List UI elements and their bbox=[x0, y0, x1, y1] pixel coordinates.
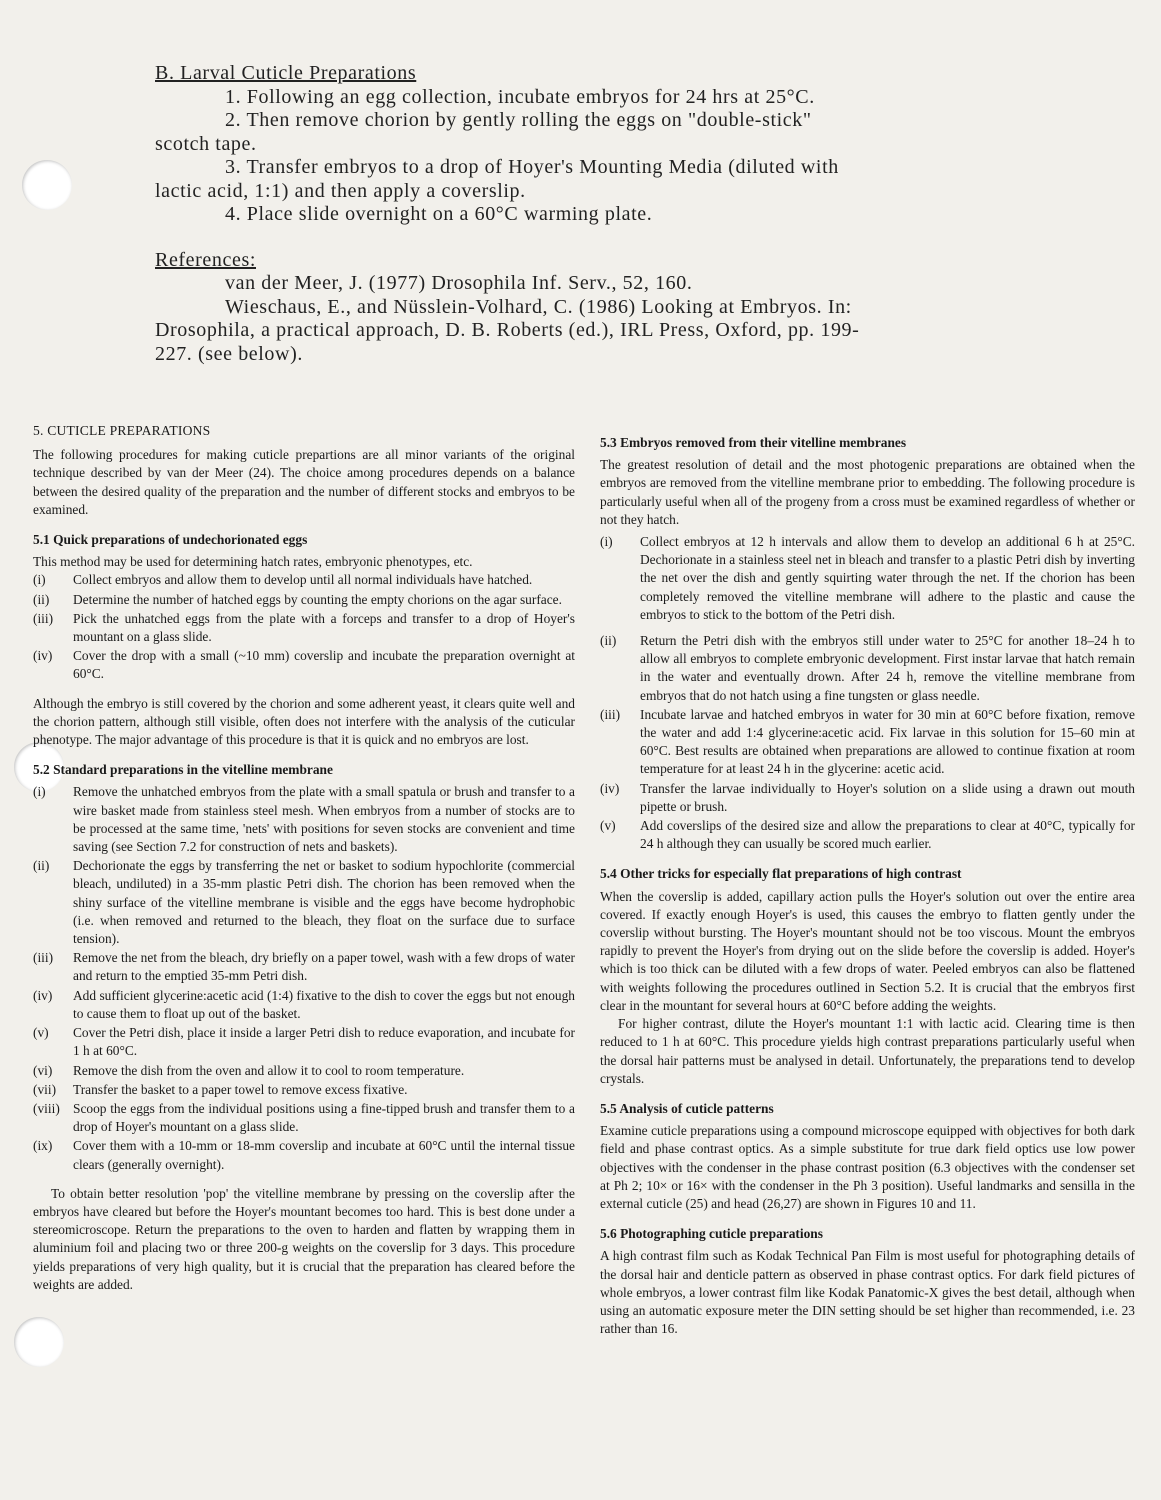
step-4: 4. Place slide overnight on a 60°C warming plate. bbox=[225, 203, 653, 225]
step-3: 3. Transfer embryos to a drop of Hoyer's Mounting Media (diluted with bbox=[225, 156, 839, 178]
section-5-1-intro: This method may be used for determining hatch rates, embryonic phenotypes, etc. bbox=[33, 554, 473, 570]
list-item: (i) Remove the unhatched embryos from the plate with a small spatula or brush and transfer to a wire basket made from stainless steel mesh. When embryos from a number of stocks are to be processed at the same time, 'nets' with positions for seven stocks are convenient and time saving (see Section 7.2 for construction of nets and baskets). bbox=[33, 784, 575, 855]
binder-hole-top bbox=[22, 160, 72, 210]
step-1: 1. Following an egg collection, incubate embryos for 24 hrs at 25°C. bbox=[225, 85, 815, 108]
binder-hole-bottom bbox=[14, 1317, 64, 1367]
section-5-3-intro: The greatest resolution of detail and the most photogenic preparations are obtained when the embryos are removed from the vitelline membrane prior to embedding. The following procedure is particularly useful when all of the progeny from a cross must be examined regardless of whether or not they hatch. bbox=[600, 457, 1135, 527]
left-column bbox=[33, 422, 575, 1294]
section-5-4-title: 5.4 Other tricks for especially flat preparations of high contrast bbox=[600, 866, 962, 882]
section-5-intro: The following procedures for making cuticle prepartions are all minor variants of the original technique described by van der Meer (24). The choice among procedures depends on a balance between the desired quality of the preparation and the number of different stocks and embryos to be examined. bbox=[33, 447, 575, 517]
section-5-1-title: 5.1 Quick preparations of undechorionated eggs bbox=[33, 532, 308, 548]
reference-2-line-1: Wieschaus, E., and Nüsslein-Volhard, C. (1986) Looking at Embryos. In: bbox=[225, 295, 852, 318]
section-5-title: 5. CUTICLE PREPARATIONS bbox=[33, 423, 211, 438]
section-b-heading: B. Larval Cuticle Preparations bbox=[155, 62, 417, 84]
step-2-cont: scotch tape. bbox=[155, 132, 257, 155]
section-5-5-paragraph: Examine cuticle preparations using a compound microscope equipped with objectives for both dark field and phase contrast optics. As a simple substitute for true dark field optics use low power objectives with the condenser in the phase contrast position (6.3 objectives with the condenser set at Ph 2; 10× or 16× with the condenser in the Ph 3 position). Useful landmarks and sensilla in the external cuticle (25) and head (26,27) are shown in Figures 10 and 11. bbox=[600, 1123, 1135, 1211]
list-item: (vii) Transfer the basket to a paper towel to remove excess fixative. bbox=[33, 1081, 408, 1097]
list-item: (iii) Pick the unhatched eggs from the plate with a forceps and transfer to a drop of Hoyer's mountant on a glass slide. bbox=[33, 610, 575, 645]
references-heading: References: bbox=[155, 248, 256, 271]
section-5-3-steps bbox=[600, 533, 1135, 853]
step-2: 2. Then remove chorion by gently rolling the eggs on "double-stick" bbox=[225, 109, 812, 131]
list-item: (iii) Incubate larvae and hatched embryos in water for 30 min at 60°C before fixation, remove the water and add 1:4 glycerine:acetic acid. Fix larvae in this solution for 15–60 min at 60°C. Best results are obtained when preparations are allowed to continue fixation at room temperature for at least 24 h in the glycerine: acetic acid. bbox=[600, 706, 1135, 777]
list-item: (ix) Cover them with a 10-mm or 18-mm coverslip and incubate at 60°C until the internal tissue clears (generally overnight). bbox=[33, 1138, 575, 1172]
list-item: (iv) Transfer the larvae individually to Hoyer's solution on a slide using a drawn out mouth pipette or brush. bbox=[600, 780, 1135, 814]
section-5-4-paragraph-1: When the coverslip is added, capillary action pulls the Hoyer's solution out over the entire area covered. If exactly enough Hoyer's is used, this causes the embryo to flatten gently under the coverslip without bursting. The Hoyer's mountant should not be too viscous. Mount the embryos rapidly to prevent the Hoyer's from drying out on the slide before the coverslip is added. Hoyer's which is too thick can be diluted with a few drops of water. Peeled embryos can also be flattened with weights following the procedures outlined in Section 5.2. It is crucial that the embryos first clear in the mountant for several hours at 60°C before adding the weights. bbox=[600, 888, 1135, 1013]
right-column bbox=[600, 434, 1135, 1338]
list-item: (v) Cover the Petri dish, place it inside a larger Petri dish to reduce evaporation, and incubate for 1 h at 60°C. bbox=[33, 1025, 575, 1059]
list-item: (iv) Add sufficient glycerine:acetic acid (1:4) fixative to the dish to cover the eggs but not enough to cause them to float up out of the basket. bbox=[33, 987, 575, 1021]
step-3-cont: lactic acid, 1:1) and then apply a coverslip. bbox=[155, 179, 526, 202]
section-5-2-title: 5.2 Standard preparations in the vitelline membrane bbox=[33, 762, 333, 778]
list-item: (i) Collect embryos and allow them to develop until all normal individuals have hatched. bbox=[33, 572, 533, 588]
section-5-3-title: 5.3 Embryos removed from their vitelline membranes bbox=[600, 435, 907, 450]
section-5-4-paragraph-2: For higher contrast, dilute the Hoyer's mountant 1:1 with lactic acid. Clearing time is then reduced to 1 h at 60°C. This procedure yields high contrast preparations particularly useful when the dorsal hair patterns must be analysed in detail. Unfortunately, the preparations tend to develop crystals. bbox=[600, 1016, 1135, 1086]
list-item: (v) Add coverslips of the desired size and allow the preparations to clear at 40°C, typically for 24 h although they can usually be scored much earlier. bbox=[600, 818, 1135, 852]
list-item: (i) Collect embryos at 12 h intervals and allow them to develop an additional 6 h at 25°C. Dechorionate in a stainless steel net in bleach and transfer to a plastic Petri dish by inverting the net over the dish and gently squirting water through the net. If the chorion has been completely removed the vitelline membrane will adhere to the plastic and cause the embryos to stick to the bottom of the Petri dish. bbox=[600, 534, 1135, 622]
reference-1: van der Meer, J. (1977) Drosophila Inf. Serv., 52, 160. bbox=[225, 272, 693, 294]
list-item: (ii) Determine the number of hatched eggs by counting the empty chorions on the agar surface. bbox=[33, 591, 562, 607]
list-item: (iii) Remove the net from the bleach, dry briefly on a paper towel, wash with a few drops of water and return to the emptied 35-mm Petri dish. bbox=[33, 950, 575, 984]
reference-2-line-2: Drosophila, a practical approach, D. B. Roberts (ed.), IRL Press, Oxford, pp. 199- bbox=[155, 319, 860, 341]
list-item: (iv) Cover the drop with a small (~10 mm) coverslip and incubate the preparation overnight at 60°C. bbox=[33, 648, 575, 682]
list-item: (ii) Return the Petri dish with the embryos still under water to 25°C for another 18–24 h to allow all embryos to complete embryonic development. First instar larvae that hatch remain in the water and eventually drown. After 24 h, remove the vitelline membrane from embryos that do not hatch using a fine tungsten or glass needle. bbox=[600, 633, 1135, 703]
section-5-6-paragraph: A high contrast film such as Kodak Technical Pan Film is most useful for photographing details of the dorsal hair and denticle pattern as observed in phase contrast optics. For dark field pictures of whole embryos, a lower contrast film like Kodak Panatomic-X gives the best detail, although when using an automatic exposure meter the DIN setting should be set higher than recommended, i.e. 23 rather than 16. bbox=[600, 1248, 1135, 1337]
section-5-6-title: 5.6 Photographing cuticle preparations bbox=[600, 1226, 823, 1242]
list-item: (ii) Dechorionate the eggs by transferring the net or basket to sodium hypochlorite (commercial bleach, undiluted) in a 35-mm plastic Petri dish. The chorion has been removed when the shiny surface of the vitelline membrane is visible and the eggs have become hydrophobic (i.e. when removed and returned to the bleach, they float on the surface due to surface tension). bbox=[33, 858, 575, 947]
section-5-2-note: To obtain better resolution 'pop' the vitelline membrane by pressing on the coverslip after the embryos have cleared but before the Hoyer's mountant becomes too hard. This is best done under a stereomicroscope. Return the preparations to the oven to harden and flatten by wrapping them in aluminium foil and placing two or three 200-g weights on the coverslip for 3 days. This procedure yields preparations of very high quality, but it is crucial that the preparation has cleared before the weights are added. bbox=[33, 1185, 575, 1292]
section-5-1-steps bbox=[33, 571, 575, 683]
section-5-5-title: 5.5 Analysis of cuticle patterns bbox=[600, 1100, 774, 1116]
section-5-2-steps bbox=[33, 783, 575, 1173]
reference-2-line-3: 227. (see below). bbox=[155, 342, 303, 365]
section-5-1-note: Although the embryo is still covered by the chorion and some adherent yeast, it clears quite well and the chorion pattern, although still visible, often does not interfere with the analysis of the cuticular phenotype. The major advantage of this procedure is that it is quick and no embryos are lost. bbox=[33, 695, 575, 748]
typed-section bbox=[155, 62, 985, 366]
list-item: (vi) Remove the dish from the oven and allow it to cool to room temperature. bbox=[33, 1062, 465, 1078]
list-item: (viii) Scoop the eggs from the individual positions using a fine-tipped brush and transfer them to a drop of Hoyer's mountant on a glass slide. bbox=[33, 1100, 575, 1135]
